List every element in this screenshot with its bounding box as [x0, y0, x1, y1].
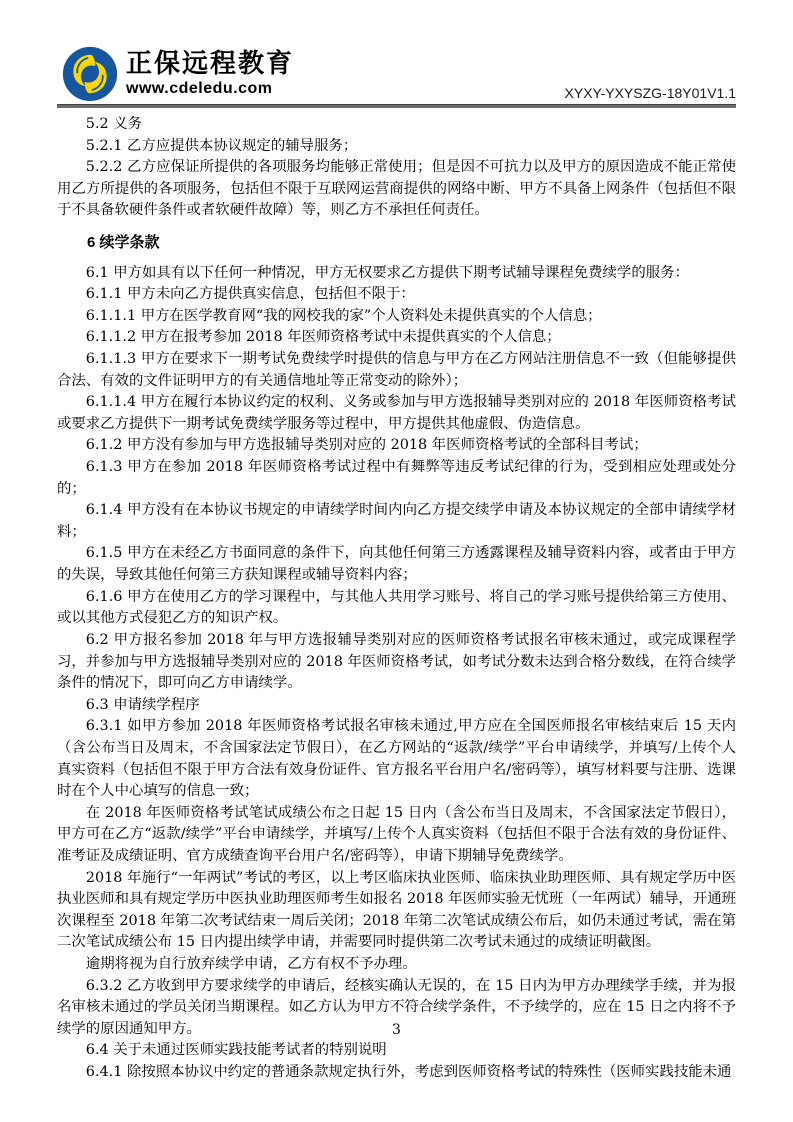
clause-6-3-1-para-3: 2018 年施行“一年两试”考试的考区，以上考区临床执业医师、临床执业助理医师、具有规定学历中医执业医师和具有规定学历中医执业助理医师考生如报名 2018 年医师实验无忧班（一年两试）辅导，开通班次课程至 2018 年第二次考试结束一周后关闭；2018 年第二次笔试成绩公布后，如仍未通过考试，需在第二次笔试成绩公布 15 日内提出续学申请，并需要同时提供第二次考试未通过的成绩证明截图。 [57, 869, 736, 951]
clause-6-3-2: 6.3.2 乙方收到甲方要求续学的申请后，经核实确认无误的，在 15 日内为甲方办理续学手续，并为报名审核未通过的学员关闭当期课程。如乙方认为甲方不符合续学条件，不予续学的，应在 15 日之内将不予续学的原因通知甲方。 [57, 977, 736, 1037]
page-number: 3 [392, 1022, 401, 1038]
brand-name: 正保远程教育 [126, 48, 295, 79]
company-logo-icon [62, 46, 118, 102]
brand [62, 46, 294, 102]
clause-6-1-4: 6.1.4 甲方没有在本协议书规定的申请续学时间内向乙方提交续学申请及本协议规定的全部申请续学材料； [57, 502, 736, 540]
clause-5-2-1: 5.2.1 乙方应提供本协议规定的辅导服务； [85, 137, 358, 154]
brand-url: www.cdeledu.com [126, 79, 273, 97]
clause-6-1-1-4: 6.1.1.4 甲方在履行本协议约定的权利、义务或参加与甲方选报辅导类别对应的 2018 年医师资格考试或要求乙方提供下一期考试免费续学服务等过程中，甲方提供其他虚假、伪造信息。 [57, 394, 736, 432]
clause-6-1-1: 6.1.1 甲方未向乙方提供真实信息，包括但不限于： [85, 286, 415, 303]
clause-6-3: 6.3 申请续学程序 [85, 696, 200, 713]
clause-6-1-1-3: 6.1.1.3 甲方在要求下一期考试免费续学时提供的信息与甲方在乙方网站注册信息不一致（但能够提供合法、有效的文件证明甲方的有关通信地址等正常变动的除外）； [57, 350, 736, 389]
clause-6-1-1-1: 6.1.1.1 甲方在医学教育网“我的网校我的家”个人资料处未提供真实的个人信息； [85, 307, 602, 324]
clause-6-1-6: 6.1.6 甲方在使用乙方的学习课程中，与其他人共用学习账号、将自己的学习账号提供给第三方使用、或以其他方式侵犯乙方的知识产权。 [57, 588, 736, 627]
clause-6-3-1: 6.3.1 如甲方参加 2018 年医师资格考试报名审核未通过,甲方应在全国医师报名审核结束后 15 天内（含公布当日及周末，不含国家法定节假日），在乙方网站的“返款/续学”平台申请续学，并填写/上传个人真实资料（包括但不限于甲方合法有效身份证件、官方报名平台用户名/密码等），填写材料要与注册、选课时在个人中心填写的信息一致； [57, 718, 736, 800]
clause-6-3-1-para-4: 逾期将视为自行放弃续学申请，乙方有权不予办理。 [85, 956, 417, 973]
clause-6-1-5: 6.1.5 甲方在未经乙方书面同意的条件下，向其他任何第三方透露课程及辅导资料内容，或者由于甲方的失误，导致其他任何第三方获知课程或辅导资料内容； [57, 545, 736, 584]
page-header [0, 0, 793, 104]
document-code: XYXY-YXYSZG-18Y01V1.1 [564, 85, 736, 101]
clause-5-2-2: 5.2.2 乙方应保证所提供的各项服务均能够正常使用；但是因不可抗力以及甲方的原因造成不能正常使用乙方所提供的各项服务，包括但不限于互联网运营商提供的网络中断、甲方不具备上网条件（包括但不限于不具备软硬件条件或者软硬件故障）等，则乙方不承担任何责任。 [57, 159, 736, 219]
clause-6-4-1: 6.4.1 除按照本协议中约定的普通条款规定执行外，考虑到医师资格考试的特殊性（医师实践技能未通 [85, 1064, 732, 1081]
brand-text [126, 50, 294, 97]
section-6-heading: 6 续学条款 [87, 234, 160, 252]
clause-6-1-2: 6.1.2 甲方没有参加与甲方选报辅导类别对应的 2018 年医师资格考试的全部科目考试； [85, 437, 648, 454]
clause-6-2: 6.2 甲方报名参加 2018 年与甲方选报辅导类别对应的医师资格考试报名审核未通过，或完成课程学习，并参加与甲方选报辅导类别对应的 2018 年医师资格考试，如考试分数未达到合格分数线，在符合续学条件的情况下，即可向乙方申请续学。 [57, 631, 736, 692]
clause-6-4: 6.4 关于未通过医师实践技能考试者的特别说明 [85, 1042, 387, 1059]
clause-5-2: 5.2 义务 [85, 116, 143, 132]
clause-6-1-3: 6.1.3 甲方在参加 2018 年医师资格考试过程中有舞弊等违反考试纪律的行为，受到相应处理或处分的； [57, 459, 736, 497]
page-footer [0, 1022, 793, 1038]
clause-6-1: 6.1 甲方如具有以下任何一种情况，甲方无权要求乙方提供下期考试辅导课程免费续学的服务： [85, 264, 689, 281]
document-body [0, 108, 793, 1084]
clause-6-3-1-para-2: 在 2018 年医师资格考试笔试成绩公布之日起 15 日内（含公布当日及周末，不含国家法定节假日），甲方可在乙方“返款/续学”平台申请续学，并填写/上传个人真实资料（包括但不限于合法有效的身份证件、准考证及成绩证明、官方成绩查询平台用户名/密码等），申请下期辅导免费续学。 [57, 804, 736, 864]
clause-6-1-1-2: 6.1.1.2 甲方在报考参加 2018 年医师资格考试中未提供真实的个人信息； [85, 329, 561, 346]
